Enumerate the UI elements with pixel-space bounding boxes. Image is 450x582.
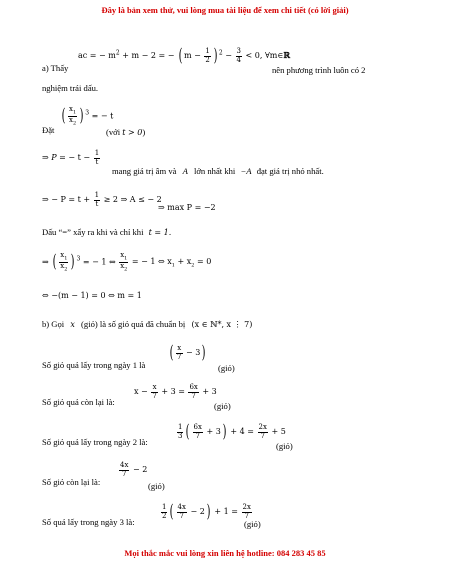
dat-label: Đặt xyxy=(42,125,55,135)
remain2-expression: $\frac{4x}{7}$ − 2 xyxy=(120,461,148,478)
remain2-unit: (giỏ) xyxy=(148,481,165,491)
max-expression: ⇒ max P = −2 xyxy=(158,203,216,212)
footer-banner: Mọi thắc mắc vui lòng xin liên hệ hotline: 084 283 45 85 xyxy=(124,548,326,558)
dat-expression: ( $\frac{x_1}{x_2}$ ) $^3$ = − t xyxy=(61,105,114,127)
voi-text: (với xyxy=(106,127,121,137)
day1-expression: ( $\frac{x}{7}$ − 3) xyxy=(169,342,206,363)
day3-expression: $\frac{1}{2}$ ( $\frac{4x}{7}$ − 2) + 1 = $\frac{2x}{7}$ xyxy=(162,501,251,522)
remain1-unit: (giỏ) xyxy=(214,401,231,411)
remain2-text: Số giỏ còn lại là: xyxy=(42,477,101,487)
dau-expression: t = 1. xyxy=(148,228,172,237)
day2-text: Số giỏ quả lấy trong ngày 2 là: xyxy=(42,437,148,447)
p-text-3: đạt giá trị nhỏ nhất. xyxy=(256,166,324,176)
goi-text: b) Gọi xyxy=(42,319,65,329)
p-text-1: mang giá trị âm và xyxy=(112,166,177,176)
conclusion-line-2: nghiệm trái dấu. xyxy=(42,83,99,93)
remain1-expression: x − $\frac{x}{7}$ + 3 = $\frac{6x}{7}$ + 3 xyxy=(134,383,217,400)
inequality-expression: ⇒ − P = t + $\frac{1}{t}$ ≥ 2 ⇒ A ≤ − 2 xyxy=(42,191,162,208)
voi-close: ) xyxy=(142,127,146,137)
day1-text: Số giỏ quả lấy trong ngày 1 là xyxy=(42,360,146,370)
thay-label: a) Thấy xyxy=(42,63,69,73)
ac-expression: ac = − $m^2 + m - 2$ = − ( m − $\frac{1}{2}$ ) $^2$ − $\frac{3}{4}$ < 0, ∀m∈ℝ xyxy=(78,45,290,66)
m-expression: ⇔ −(m − 1) = 0 ⇔ m = 1 xyxy=(42,291,142,300)
dau-text: Dấu “=” xẩy ra khi và chỉ khi xyxy=(42,227,144,237)
p-description xyxy=(112,167,324,176)
day3-text: Số quả lấy trong ngày 3 là: xyxy=(42,517,135,527)
p-text-2: lớn nhất khi xyxy=(194,166,236,176)
equality-condition xyxy=(42,228,171,237)
conclusion-line-1: nên phương trình luôn có 2 xyxy=(272,65,366,75)
day1-unit: (giỏ) xyxy=(218,363,235,373)
p-expression: ⇒ P = − t − $\frac{1}{t}$ xyxy=(42,149,100,166)
goi-text-2: (giỏ) là số giỏ quả đã chuẩn bị xyxy=(81,319,186,329)
neg-a-symbol: −A xyxy=(240,166,252,176)
ratio-expression: ⇒ ( $\frac{x_1}{x_2}$ ) $^3$ = − 1 ⇔ $\frac{x_1}{x_2}$ = − 1 ⇔ $x_1 + x_2 = 0$ xyxy=(42,251,212,273)
goi-condition: (x ∈ ℕ*, x ⋮ 7) xyxy=(191,320,253,329)
voi-label xyxy=(106,128,145,137)
goi-line xyxy=(42,320,252,329)
day3-unit: (giỏ) xyxy=(244,519,261,529)
x-symbol: x xyxy=(70,320,75,329)
remain1-text: Số giỏ quả còn lại là: xyxy=(42,397,115,407)
voi-condition: t > 0 xyxy=(122,128,143,137)
day2-unit: (giỏ) xyxy=(276,441,293,451)
a-symbol: A xyxy=(182,166,188,176)
header-banner: Đây là bản xem thử, vui lòng mua tài liệu để xem chi tiết (có lời giải) xyxy=(101,5,349,15)
day2-expression: $\frac{1}{3}$ ( $\frac{6x}{7}$ + 3) + 4 = $\frac{2x}{7}$ + 5 xyxy=(178,421,286,442)
